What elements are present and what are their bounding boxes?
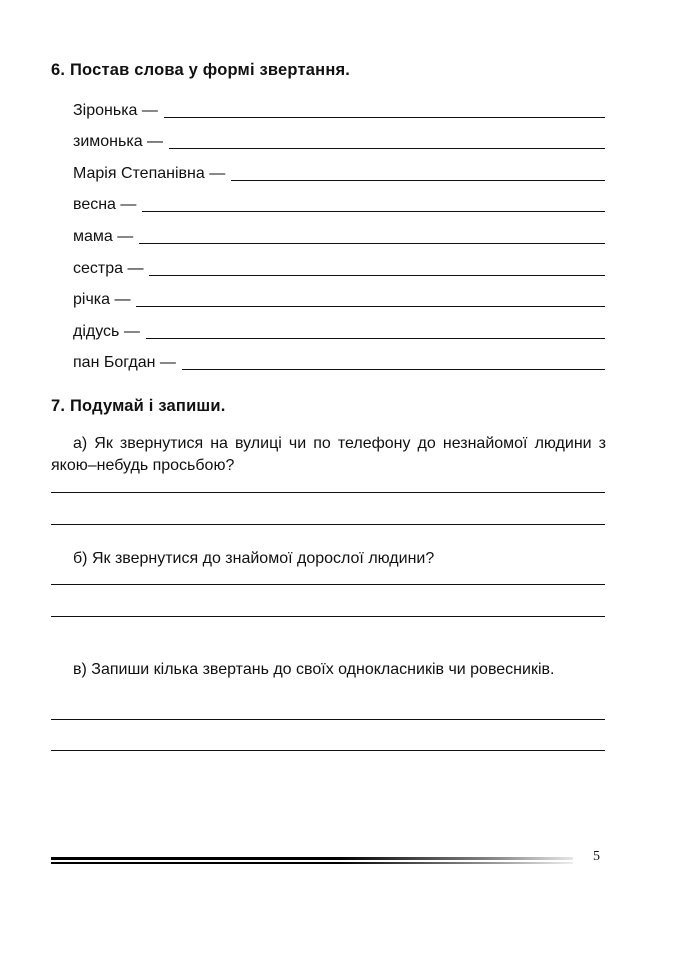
answer-blank[interactable] — [164, 117, 605, 118]
question-b — [51, 548, 606, 570]
fill-word: пан Богдан — — [73, 354, 176, 371]
fill-word: весна — — [73, 196, 137, 213]
page-number: 5 — [593, 849, 600, 864]
fill-word: Зіронька — — [73, 102, 158, 119]
question-b-text: б) Як звернутися до знайомої дорослої людини? — [73, 550, 435, 567]
answer-blank[interactable] — [231, 180, 605, 181]
fill-word: Марія Степанівна — — [73, 165, 226, 182]
answer-line[interactable] — [51, 750, 605, 751]
answer-blank[interactable] — [142, 211, 605, 212]
fill-row-zironka — [73, 98, 605, 120]
fill-row-vesna — [73, 192, 605, 214]
fill-row-pan-bohdan — [73, 350, 605, 372]
fill-row-sestra — [73, 256, 605, 278]
fill-row-didus — [73, 319, 605, 341]
fill-word: дідусь — — [73, 323, 140, 340]
fill-row-zymonka — [73, 129, 605, 151]
answer-line[interactable] — [51, 616, 605, 617]
answer-blank[interactable] — [149, 275, 605, 276]
fill-word: мама — — [73, 228, 134, 245]
fill-word: сестра — — [73, 260, 144, 277]
fill-row-mariia-stepanivna — [73, 161, 605, 183]
answer-line[interactable] — [51, 524, 605, 525]
answer-blank[interactable] — [146, 338, 605, 339]
task-7-title: 7. Подумай і запиши. — [51, 397, 226, 415]
fill-word: річка — — [73, 291, 131, 308]
fill-row-richka — [73, 287, 605, 309]
task-6-title: 6. Постав слова у формі звертання. — [51, 61, 351, 79]
answer-line[interactable] — [51, 719, 605, 720]
question-c — [51, 659, 606, 681]
question-a — [51, 433, 606, 477]
answer-line[interactable] — [51, 584, 605, 585]
fill-word: зимонька — — [73, 133, 164, 150]
answer-blank[interactable] — [182, 369, 605, 370]
question-a-text: а) Як звернутися на вулиці чи по телефону до незнайомої людини з якою–небудь просьбою? — [51, 435, 606, 474]
footer-decorative-bar — [51, 857, 573, 867]
answer-blank[interactable] — [169, 148, 605, 149]
answer-line[interactable] — [51, 492, 605, 493]
question-c-text: в) Запиши кілька звертань до своїх однокласників чи ровесників. — [73, 661, 555, 678]
fill-row-mama — [73, 224, 605, 246]
answer-blank[interactable] — [136, 306, 605, 307]
answer-blank[interactable] — [139, 243, 605, 244]
